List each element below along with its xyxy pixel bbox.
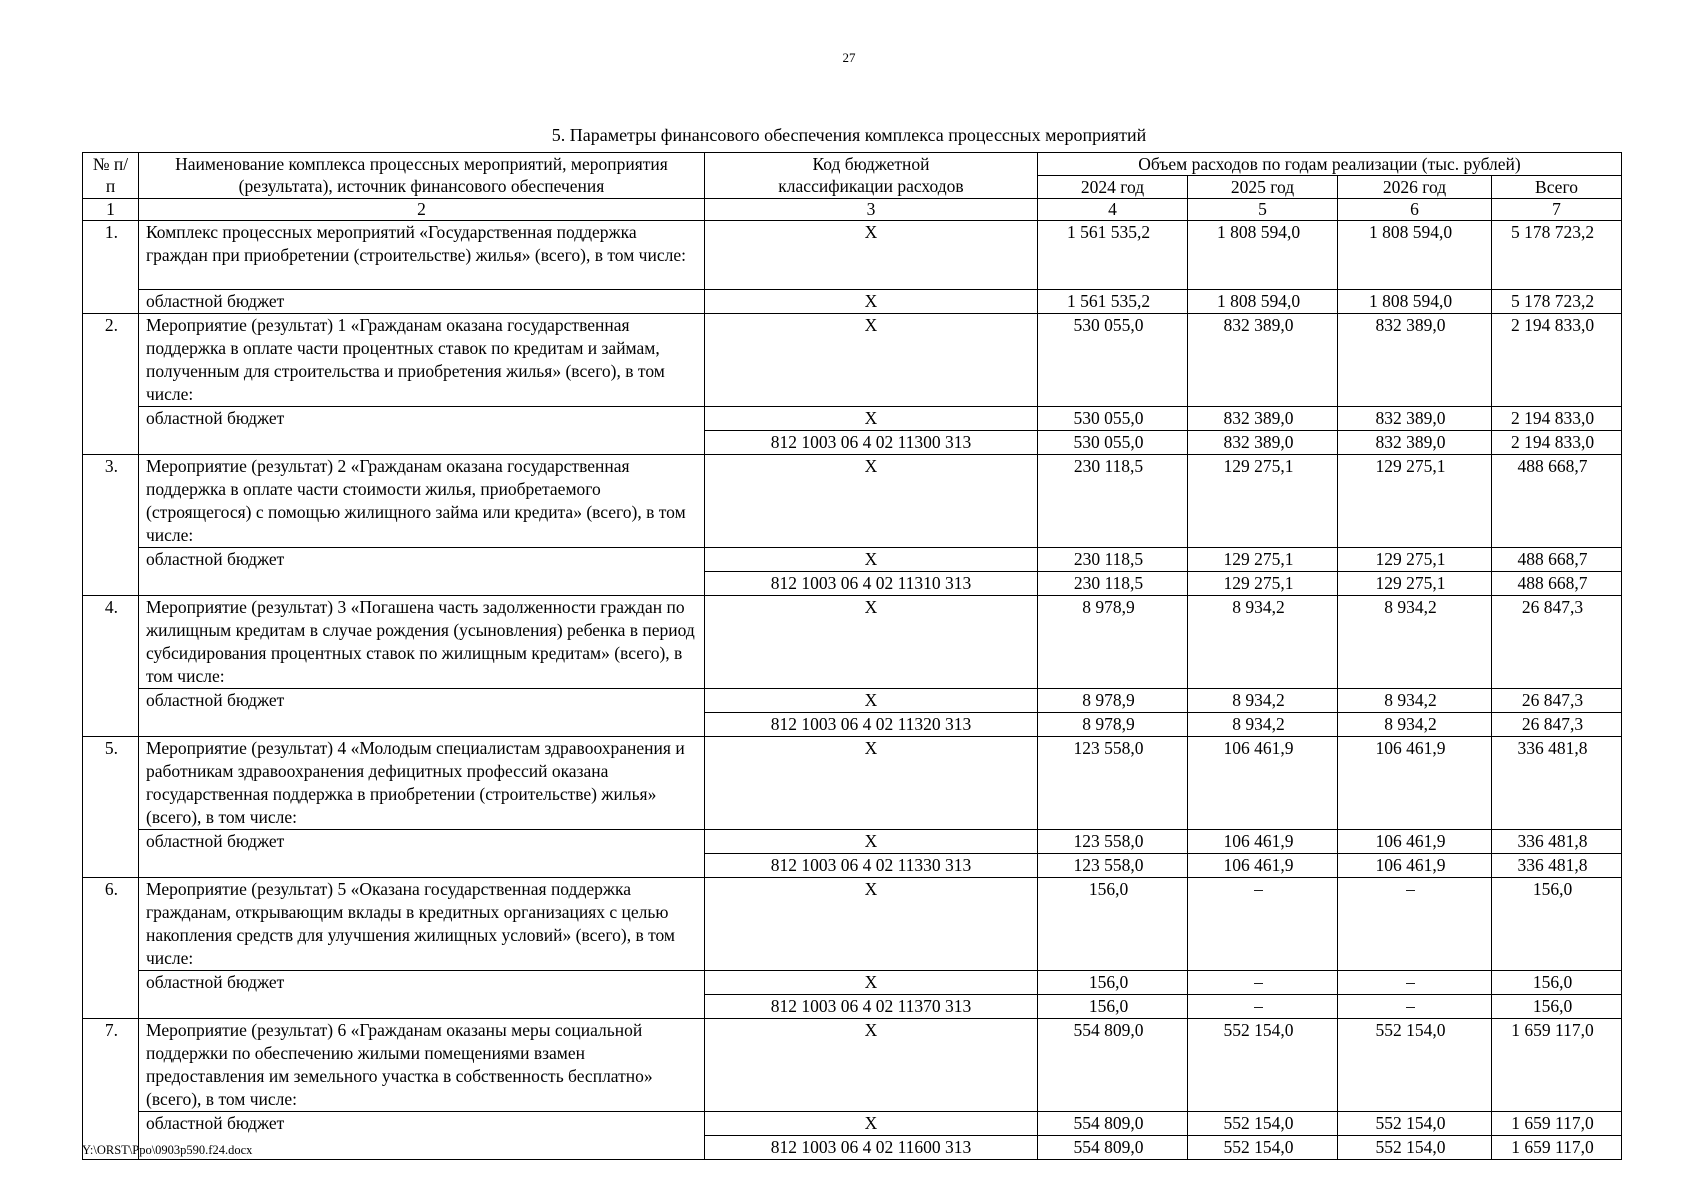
row-number: 6. xyxy=(83,878,139,1019)
kbk-code: 812 1003 06 4 02 11370 313 xyxy=(705,995,1038,1019)
header-total: Всего xyxy=(1492,176,1622,199)
kbk-2026: 8 934,2 xyxy=(1338,713,1492,737)
budget-total: 488 668,7 xyxy=(1492,548,1622,572)
budget-code: X xyxy=(705,971,1038,995)
kbk-2026: – xyxy=(1338,995,1492,1019)
budget-2026: 832 389,0 xyxy=(1338,407,1492,431)
colnum-1: 1 xyxy=(83,199,139,221)
row-2024: 1 561 535,2 xyxy=(1038,221,1188,290)
kbk-code: 812 1003 06 4 02 11330 313 xyxy=(705,854,1038,878)
budget-total: 1 659 117,0 xyxy=(1492,1112,1622,1136)
row-code: X xyxy=(705,596,1038,689)
row-2026: 552 154,0 xyxy=(1338,1019,1492,1112)
header-name: Наименование комплекса процессных мероприятий, мероприятия (результата), источник финансового обеспечения xyxy=(139,153,705,199)
budget-2026: 1 808 594,0 xyxy=(1338,290,1492,314)
budget-2026: 552 154,0 xyxy=(1338,1112,1492,1136)
budget-total: 26 847,3 xyxy=(1492,689,1622,713)
budget-label: областной бюджет xyxy=(139,689,705,737)
kbk-2026: 106 461,9 xyxy=(1338,854,1492,878)
budget-row xyxy=(83,407,1622,431)
kbk-code: 812 1003 06 4 02 11600 313 xyxy=(705,1136,1038,1160)
kbk-2024: 230 118,5 xyxy=(1038,572,1188,596)
budget-code: X xyxy=(705,407,1038,431)
budget-row xyxy=(83,971,1622,995)
row-number: 1. xyxy=(83,221,139,314)
row-code: X xyxy=(705,314,1038,407)
row-2025: 832 389,0 xyxy=(1188,314,1338,407)
budget-2024: 530 055,0 xyxy=(1038,407,1188,431)
kbk-total: 26 847,3 xyxy=(1492,713,1622,737)
row-2025: 8 934,2 xyxy=(1188,596,1338,689)
budget-total: 156,0 xyxy=(1492,971,1622,995)
page-number: 27 xyxy=(842,50,856,65)
budget-row xyxy=(83,548,1622,572)
header-2025: 2025 год xyxy=(1188,176,1338,199)
colnum-4: 4 xyxy=(1038,199,1188,221)
budget-label: областной бюджет xyxy=(139,971,705,1019)
row-2025: – xyxy=(1188,878,1338,971)
kbk-2024: 530 055,0 xyxy=(1038,431,1188,455)
row-2026: 8 934,2 xyxy=(1338,596,1492,689)
row-2026: 106 461,9 xyxy=(1338,737,1492,830)
budget-2025: 1 808 594,0 xyxy=(1188,290,1338,314)
header-row xyxy=(83,153,1622,176)
budget-code: X xyxy=(705,830,1038,854)
table-row xyxy=(83,455,1622,548)
header-2024: 2024 год xyxy=(1038,176,1188,199)
row-2025: 1 808 594,0 xyxy=(1188,221,1338,290)
row-2026: 1 808 594,0 xyxy=(1338,221,1492,290)
kbk-2025: 832 389,0 xyxy=(1188,431,1338,455)
kbk-2025: 552 154,0 xyxy=(1188,1136,1338,1160)
row-2026: – xyxy=(1338,878,1492,971)
budget-2026: 106 461,9 xyxy=(1338,830,1492,854)
budget-2024: 8 978,9 xyxy=(1038,689,1188,713)
row-number: 4. xyxy=(83,596,139,737)
kbk-2025: 129 275,1 xyxy=(1188,572,1338,596)
row-total: 1 659 117,0 xyxy=(1492,1019,1622,1112)
row-2024: 554 809,0 xyxy=(1038,1019,1188,1112)
budget-2026: – xyxy=(1338,971,1492,995)
colnum-6: 6 xyxy=(1338,199,1492,221)
budget-total: 5 178 723,2 xyxy=(1492,290,1622,314)
row-2024: 530 055,0 xyxy=(1038,314,1188,407)
budget-code: X xyxy=(705,1112,1038,1136)
budget-code: X xyxy=(705,689,1038,713)
kbk-total: 1 659 117,0 xyxy=(1492,1136,1622,1160)
row-name: Мероприятие (результат) 1 «Гражданам оказана государственная поддержка в оплате части процентных ставок по кредитам и займам, полученным для строительства и приобретения жилья» (всего), в том числе: xyxy=(139,314,705,407)
row-2026: 832 389,0 xyxy=(1338,314,1492,407)
budget-row xyxy=(83,689,1622,713)
colnum-3: 3 xyxy=(705,199,1038,221)
budget-2025: – xyxy=(1188,971,1338,995)
kbk-2024: 8 978,9 xyxy=(1038,713,1188,737)
kbk-2024: 554 809,0 xyxy=(1038,1136,1188,1160)
budget-2024: 1 561 535,2 xyxy=(1038,290,1188,314)
budget-label: областной бюджет xyxy=(139,548,705,596)
kbk-2026: 832 389,0 xyxy=(1338,431,1492,455)
budget-2024: 156,0 xyxy=(1038,971,1188,995)
row-number: 2. xyxy=(83,314,139,455)
row-total: 336 481,8 xyxy=(1492,737,1622,830)
financing-table xyxy=(82,152,1622,1160)
budget-2025: 832 389,0 xyxy=(1188,407,1338,431)
kbk-2026: 552 154,0 xyxy=(1338,1136,1492,1160)
budget-2024: 554 809,0 xyxy=(1038,1112,1188,1136)
row-2024: 156,0 xyxy=(1038,878,1188,971)
budget-label: областной бюджет xyxy=(139,1112,705,1160)
kbk-total: 2 194 833,0 xyxy=(1492,431,1622,455)
table-row xyxy=(83,221,1622,290)
kbk-code: 812 1003 06 4 02 11300 313 xyxy=(705,431,1038,455)
row-2025: 106 461,9 xyxy=(1188,737,1338,830)
budget-2024: 123 558,0 xyxy=(1038,830,1188,854)
row-total: 156,0 xyxy=(1492,878,1622,971)
header-no: № п/п xyxy=(83,153,139,199)
colnum-5: 5 xyxy=(1188,199,1338,221)
row-total: 26 847,3 xyxy=(1492,596,1622,689)
kbk-2024: 123 558,0 xyxy=(1038,854,1188,878)
budget-row xyxy=(83,1112,1622,1136)
row-total: 488 668,7 xyxy=(1492,455,1622,548)
table-row xyxy=(83,737,1622,830)
row-2026: 129 275,1 xyxy=(1338,455,1492,548)
header-code: Код бюджетной классификации расходов xyxy=(705,153,1038,199)
header-volume: Объем расходов по годам реализации (тыс. рублей) xyxy=(1038,153,1622,176)
budget-2025: 8 934,2 xyxy=(1188,689,1338,713)
kbk-total: 156,0 xyxy=(1492,995,1622,1019)
table-row xyxy=(83,596,1622,689)
row-name: Мероприятие (результат) 3 «Погашена часть задолженности граждан по жилищным кредитам в случае рождения (усыновления) ребенка в период субсидирования процентных ставок по жилищным кредитам» (всего), в том числе: xyxy=(139,596,705,689)
budget-code: X xyxy=(705,290,1038,314)
budget-row xyxy=(83,830,1622,854)
row-2025: 552 154,0 xyxy=(1188,1019,1338,1112)
row-number: 3. xyxy=(83,455,139,596)
row-code: X xyxy=(705,1019,1038,1112)
row-code: X xyxy=(705,221,1038,290)
colnum-2: 2 xyxy=(139,199,705,221)
row-2024: 8 978,9 xyxy=(1038,596,1188,689)
budget-label: областной бюджет xyxy=(139,407,705,455)
budget-label: областной бюджет xyxy=(139,830,705,878)
budget-row xyxy=(83,290,1622,314)
header-2026: 2026 год xyxy=(1338,176,1492,199)
kbk-2025: 8 934,2 xyxy=(1188,713,1338,737)
row-name: Мероприятие (результат) 4 «Молодым специалистам здравоохранения и работникам здравоохранения дефицитных профессий оказана государственная поддержка в приобретении (строительстве) жилья» (всего), в том числе: xyxy=(139,737,705,830)
row-name: Комплекс процессных мероприятий «Государственная поддержка граждан при приобретении (строительстве) жилья» (всего), в том числе: xyxy=(139,221,705,290)
row-total: 5 178 723,2 xyxy=(1492,221,1622,290)
budget-code: X xyxy=(705,548,1038,572)
row-2025: 129 275,1 xyxy=(1188,455,1338,548)
budget-2026: 8 934,2 xyxy=(1338,689,1492,713)
budget-2025: 129 275,1 xyxy=(1188,548,1338,572)
table-title: 5. Параметры финансового обеспечения комплекса процессных мероприятий xyxy=(551,125,1147,145)
row-number: 5. xyxy=(83,737,139,878)
file-path-footer: Y:\ORST\Ppo\0903p590.f24.docx xyxy=(82,1143,253,1157)
row-2024: 230 118,5 xyxy=(1038,455,1188,548)
row-code: X xyxy=(705,455,1038,548)
kbk-2025: 106 461,9 xyxy=(1188,854,1338,878)
kbk-total: 336 481,8 xyxy=(1492,854,1622,878)
budget-label: областной бюджет xyxy=(139,290,705,314)
row-code: X xyxy=(705,878,1038,971)
budget-2024: 230 118,5 xyxy=(1038,548,1188,572)
row-name: Мероприятие (результат) 2 «Гражданам оказана государственная поддержка в оплате части стоимости жилья, приобретаемого (строящегося) с помощью жилищного займа или кредита» (всего), в том числе: xyxy=(139,455,705,548)
colnum-7: 7 xyxy=(1492,199,1622,221)
table-row xyxy=(83,314,1622,407)
budget-2025: 106 461,9 xyxy=(1188,830,1338,854)
budget-total: 336 481,8 xyxy=(1492,830,1622,854)
column-numbers-row xyxy=(83,199,1622,221)
row-name: Мероприятие (результат) 5 «Оказана государственная поддержка гражданам, открывающим вклады в кредитных организациях с целью накопления средств для улучшения жилищных условий» (всего), в том числе: xyxy=(139,878,705,971)
row-number: 7. xyxy=(83,1019,139,1160)
budget-total: 2 194 833,0 xyxy=(1492,407,1622,431)
table-row xyxy=(83,1019,1622,1112)
row-2024: 123 558,0 xyxy=(1038,737,1188,830)
kbk-code: 812 1003 06 4 02 11310 313 xyxy=(705,572,1038,596)
kbk-code: 812 1003 06 4 02 11320 313 xyxy=(705,713,1038,737)
budget-2026: 129 275,1 xyxy=(1338,548,1492,572)
kbk-total: 488 668,7 xyxy=(1492,572,1622,596)
row-code: X xyxy=(705,737,1038,830)
budget-2025: 552 154,0 xyxy=(1188,1112,1338,1136)
kbk-2025: – xyxy=(1188,995,1338,1019)
kbk-2024: 156,0 xyxy=(1038,995,1188,1019)
kbk-2026: 129 275,1 xyxy=(1338,572,1492,596)
table-row xyxy=(83,878,1622,971)
row-name: Мероприятие (результат) 6 «Гражданам оказаны меры социальной поддержки по обеспечению жилыми помещениями взамен предоставления им земельного участка в собственность бесплатно» (всего), в том числе: xyxy=(139,1019,705,1112)
row-total: 2 194 833,0 xyxy=(1492,314,1622,407)
